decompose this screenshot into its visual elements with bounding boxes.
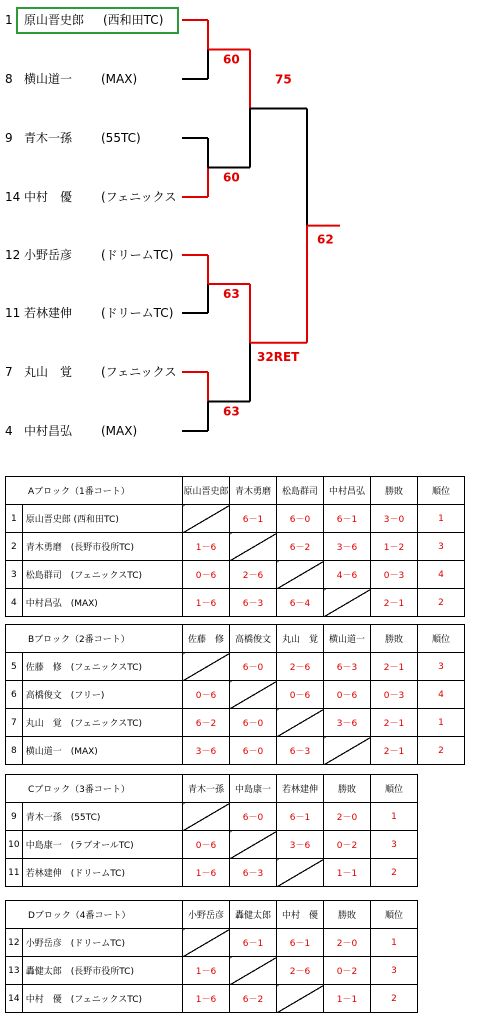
player-name: 若林建伸 (ドリームTC): [22, 859, 182, 887]
record-cell: 0－3: [371, 681, 418, 709]
bracket-player-club: (フェニックス: [101, 190, 177, 204]
bracket-player-club: (西和田TC): [103, 13, 164, 27]
score-cell: 1－6: [183, 957, 230, 985]
score-cell: 6－3: [230, 589, 277, 617]
player-name: 原山晋史郎 (西和田TC): [22, 505, 182, 533]
score-cell: 6－1: [230, 505, 277, 533]
player-name: 青木一孫 (55TC): [22, 803, 182, 831]
player-name: 高橋俊文 (フリー): [22, 681, 182, 709]
self-cell: [277, 859, 324, 887]
bracket-player-club: (フェニックス: [101, 365, 177, 379]
bracket-seed: 4: [5, 424, 13, 438]
player-name: 青木勇磨 (長野市役所TC): [22, 533, 182, 561]
opponent-header: 青木勇磨: [230, 477, 277, 505]
bracket-player-name: 原山晋史郎: [24, 13, 85, 27]
rank-cell: 2: [371, 859, 418, 887]
score-cell: 6－0: [277, 505, 324, 533]
record-cell: 1－2: [371, 533, 418, 561]
score-cell: 0－6: [183, 561, 230, 589]
player-number: 10: [6, 831, 23, 859]
record-cell: 1－1: [324, 985, 371, 1013]
score-cell: 6－3: [324, 653, 371, 681]
self-cell: [183, 929, 230, 957]
rank-cell: 2: [418, 737, 465, 765]
bracket-player-name: 青木一孫: [24, 131, 73, 145]
bracket-player-name: 中村昌弘: [24, 424, 73, 438]
block-title: Dブロック（4番コート）: [6, 901, 183, 929]
self-cell: [277, 561, 324, 589]
rank-cell: 1: [418, 709, 465, 737]
bracket-player-name: 丸山 覚: [24, 365, 73, 379]
block-c-table: [5, 774, 418, 887]
round1-score: 60: [223, 52, 240, 67]
score-cell: 3－6: [324, 709, 371, 737]
score-cell: 1－6: [183, 589, 230, 617]
score-cell: 1－6: [183, 533, 230, 561]
score-cell: 6－1: [277, 929, 324, 957]
score-cell: 3－6: [277, 831, 324, 859]
opponent-header: 高橋俊文: [230, 625, 277, 653]
record-header: 勝敗: [371, 625, 418, 653]
player-name: 佐藤 修 (フェニックスTC): [22, 653, 182, 681]
rank-cell: 2: [371, 985, 418, 1013]
rank-header: 順位: [371, 775, 418, 803]
score-cell: 4－6: [324, 561, 371, 589]
block-header-row: [6, 901, 418, 929]
record-cell: 2－1: [371, 589, 418, 617]
record-cell: 3－0: [371, 505, 418, 533]
score-cell: 6－0: [230, 737, 277, 765]
record-header: 勝敗: [324, 901, 371, 929]
block-d-table: [5, 900, 418, 1013]
rank-cell: 1: [371, 803, 418, 831]
score-cell: 0－6: [183, 681, 230, 709]
player-name: 松島群司 (フェニックスTC): [22, 561, 182, 589]
record-cell: 0－2: [324, 957, 371, 985]
bracket-player-club: (MAX): [101, 72, 138, 86]
record-cell: 2－0: [324, 929, 371, 957]
player-number: 9: [6, 803, 23, 831]
rank-cell: 4: [418, 561, 465, 589]
self-cell: [277, 985, 324, 1013]
score-cell: 2－6: [230, 561, 277, 589]
bracket-player-club: (ドリームTC): [101, 306, 174, 320]
score-cell: 6－1: [324, 505, 371, 533]
block-title: Cブロック（3番コート）: [6, 775, 183, 803]
player-number: 7: [6, 709, 23, 737]
block-b-table: [5, 624, 465, 765]
opponent-header: 横山道一: [324, 625, 371, 653]
table-row: [6, 803, 418, 831]
score-cell: 3－6: [183, 737, 230, 765]
score-cell: 6－0: [230, 803, 277, 831]
table-row: [6, 737, 465, 765]
opponent-header: 青木一孫: [183, 775, 230, 803]
rank-cell: 4: [418, 681, 465, 709]
round1-score: 60: [223, 170, 240, 185]
rank-header: 順位: [371, 901, 418, 929]
bracket-seed: 8: [5, 72, 13, 86]
table-row: [6, 831, 418, 859]
opponent-header: 轟健太郎: [230, 901, 277, 929]
record-cell: 2－1: [371, 653, 418, 681]
bracket-seed: 14: [5, 190, 21, 204]
score-cell: 1－6: [183, 859, 230, 887]
bracket-player-name: 中村 優: [24, 190, 73, 204]
block-header-row: [6, 625, 465, 653]
table-row: [6, 505, 465, 533]
opponent-header: 中村昌弘: [324, 477, 371, 505]
self-cell: [183, 505, 230, 533]
self-cell: [277, 709, 324, 737]
bracket-seed: 11: [5, 306, 21, 320]
tournament-bracket: [0, 0, 500, 450]
table-row: [6, 653, 465, 681]
player-number: 11: [6, 859, 23, 887]
player-name: 小野岳彦 (ドリームTC): [22, 929, 182, 957]
opponent-header: 丸山 覚: [277, 625, 324, 653]
self-cell: [324, 737, 371, 765]
player-number: 3: [6, 561, 23, 589]
self-cell: [183, 803, 230, 831]
score-cell: 3－6: [324, 533, 371, 561]
bracket-player-club: (MAX): [101, 424, 138, 438]
table-row: [6, 929, 418, 957]
self-cell: [230, 681, 277, 709]
block-header-row: [6, 477, 465, 505]
rank-cell: 3: [371, 831, 418, 859]
round2-score: 75: [275, 72, 292, 87]
player-number: 12: [6, 929, 23, 957]
opponent-header: 佐藤 修: [183, 625, 230, 653]
opponent-header: 松島群司: [277, 477, 324, 505]
bracket-player-club: (55TC): [101, 131, 141, 145]
final-score: 62: [317, 232, 334, 247]
round1-score: 63: [223, 404, 240, 419]
table-row: [6, 589, 465, 617]
player-name: 中村 優 (フェニックスTC): [22, 985, 182, 1013]
block-a-table: [5, 476, 465, 617]
player-name: 横山道一 (MAX): [22, 737, 182, 765]
player-name: 中村昌弘 (MAX): [22, 589, 182, 617]
rank-cell: 2: [418, 589, 465, 617]
self-cell: [230, 957, 277, 985]
self-cell: [230, 831, 277, 859]
player-number: 4: [6, 589, 23, 617]
block-title: Aブロック（1番コート）: [6, 477, 183, 505]
bracket-seed: 7: [5, 365, 13, 379]
score-cell: 6－2: [277, 533, 324, 561]
rank-cell: 3: [371, 957, 418, 985]
round2-score: 32RET: [257, 349, 300, 364]
block-header-row: [6, 775, 418, 803]
self-cell: [324, 589, 371, 617]
player-number: 2: [6, 533, 23, 561]
player-number: 8: [6, 737, 23, 765]
opponent-header: 原山晋史郎: [183, 477, 230, 505]
table-row: [6, 859, 418, 887]
bracket-seed: 9: [5, 131, 13, 145]
bracket-seed: 1: [5, 13, 13, 27]
score-cell: 2－6: [277, 653, 324, 681]
rank-cell: 3: [418, 533, 465, 561]
record-cell: 0－2: [324, 831, 371, 859]
rank-cell: 3: [418, 653, 465, 681]
table-row: [6, 709, 465, 737]
score-cell: 0－6: [183, 831, 230, 859]
record-cell: 2－1: [371, 709, 418, 737]
score-cell: 1－6: [183, 985, 230, 1013]
rank-cell: 1: [418, 505, 465, 533]
rank-header: 順位: [418, 625, 465, 653]
table-row: [6, 957, 418, 985]
player-name: 轟健太郎 (長野市役所TC): [22, 957, 182, 985]
opponent-header: 中島康一: [230, 775, 277, 803]
record-cell: 2－1: [371, 737, 418, 765]
bracket-player-name: 小野岳彦: [24, 248, 73, 262]
score-cell: 6－4: [277, 589, 324, 617]
record-cell: 0－3: [371, 561, 418, 589]
player-name: 丸山 覚 (フェニックスTC): [22, 709, 182, 737]
player-number: 14: [6, 985, 23, 1013]
player-number: 1: [6, 505, 23, 533]
score-cell: 6－3: [230, 859, 277, 887]
bracket-seed: 12: [5, 248, 21, 262]
score-cell: 0－6: [277, 681, 324, 709]
self-cell: [183, 653, 230, 681]
record-cell: 1－1: [324, 859, 371, 887]
score-cell: 6－2: [230, 985, 277, 1013]
table-row: [6, 681, 465, 709]
record-cell: 2－0: [324, 803, 371, 831]
score-cell: 0－6: [324, 681, 371, 709]
record-header: 勝敗: [324, 775, 371, 803]
score-cell: 6－0: [230, 653, 277, 681]
rank-header: 順位: [418, 477, 465, 505]
score-cell: 6－3: [277, 737, 324, 765]
table-row: [6, 533, 465, 561]
player-number: 5: [6, 653, 23, 681]
bracket-player-name: 若林建伸: [24, 306, 73, 320]
score-cell: 6－0: [230, 709, 277, 737]
bracket-player-club: (ドリームTC): [101, 248, 174, 262]
opponent-header: 中村 優: [277, 901, 324, 929]
bracket-player-name: 横山道一: [24, 72, 73, 86]
block-title: Bブロック（2番コート）: [6, 625, 183, 653]
table-row: [6, 985, 418, 1013]
rank-cell: 1: [371, 929, 418, 957]
score-cell: 2－6: [277, 957, 324, 985]
score-cell: 6－1: [277, 803, 324, 831]
opponent-header: 若林建伸: [277, 775, 324, 803]
player-name: 中島康一 (ラブオールTC): [22, 831, 182, 859]
self-cell: [230, 533, 277, 561]
score-cell: 6－1: [230, 929, 277, 957]
opponent-header: 小野岳彦: [183, 901, 230, 929]
player-number: 13: [6, 957, 23, 985]
table-row: [6, 561, 465, 589]
record-header: 勝敗: [371, 477, 418, 505]
round1-score: 63: [223, 287, 240, 301]
score-cell: 6－2: [183, 709, 230, 737]
player-number: 6: [6, 681, 23, 709]
